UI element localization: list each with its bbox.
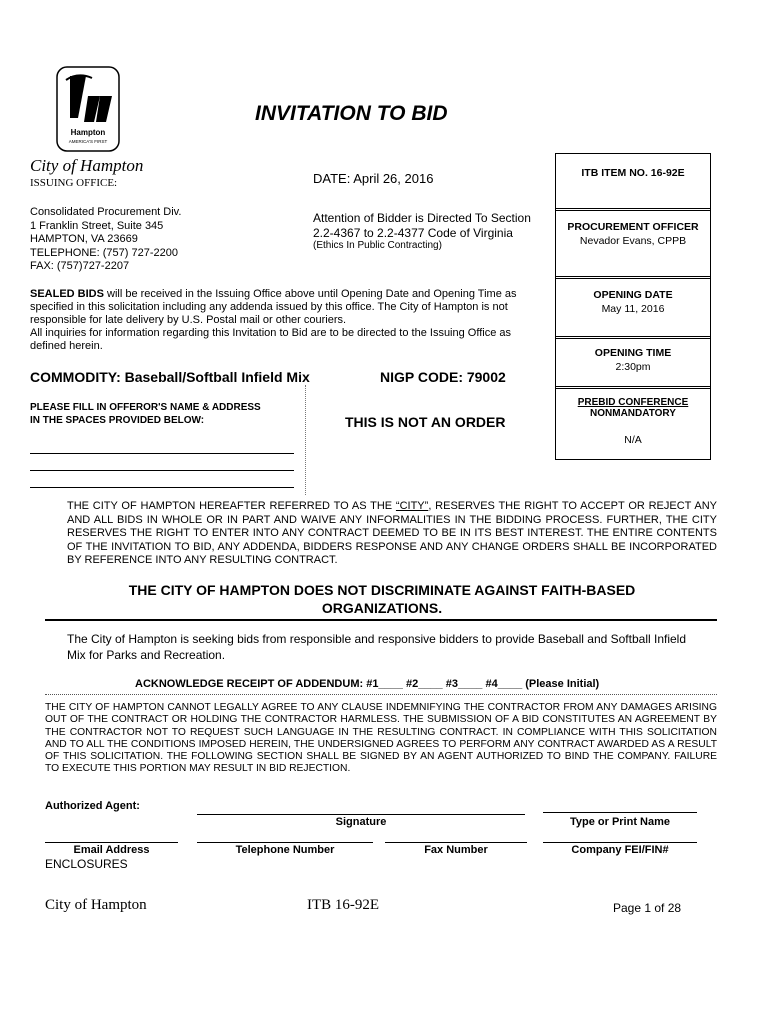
sealed-bids-paragraph <box>30 288 538 353</box>
signature-line[interactable] <box>197 814 525 815</box>
bid-info-box <box>555 153 711 460</box>
fax-label: Fax Number <box>424 844 488 856</box>
commodity: COMMODITY: Baseball/Softball Infield Mix <box>30 369 310 385</box>
ethics-note: (Ethics In Public Contracting) <box>313 240 442 251</box>
procurement-officer-label: PROCUREMENT OFFICER <box>567 221 699 233</box>
box-divider <box>556 276 710 279</box>
email-line[interactable] <box>45 842 178 843</box>
authorized-agent-label: Authorized Agent: <box>45 800 140 812</box>
opening-time-label: OPENING TIME <box>594 347 672 359</box>
box-divider <box>556 336 710 339</box>
issuing-office-label: ISSUING OFFICE: <box>30 177 118 189</box>
inquiries-text: All inquiries for information regarding this Invitation to Bid are to be directed to the Issuing Office as defined herein. <box>30 327 511 352</box>
instruction-line: IN THE SPACES PROVIDED BELOW: <box>30 414 205 426</box>
opening-date: May 11, 2016 <box>601 303 665 315</box>
logo-tagline: AMERICA'S FIRST <box>68 139 108 144</box>
reserve-text: , RESERVES THE RIGHT TO ACCEPT OR REJECT ANY AND ALL BIDS IN WHOLE OR IN PART AND WAIVE ANY INFORMALITIES IN THE BIDDING PROCESS. FURTHER, THE CITY RESERVES THE RIGHT TO ENTER INTO ANY CONTRACT DEEMED TO BE IN ITS BEST INTEREST. THE ENTIRE CONTENTS OF THE INVITATION TO BID, ANY ADDENDA, BIDDERS RESPONSE AND ANY CHANGE ORDERS SHALL BE INCORPORATED BY REFERENCE INTO ANY RESULTING CONTRACT. <box>67 500 718 566</box>
city-of-hampton-logo <box>56 66 120 152</box>
box-divider <box>556 208 710 211</box>
attention-notice <box>313 211 531 240</box>
footer-city: City of Hampton <box>45 897 147 913</box>
indemnification-paragraph: THE CITY OF HAMPTON CANNOT LEGALLY AGREE TO ANY CLAUSE INDEMNIFYING THE CONTRACTOR FROM ANY DAMAGES ARISING OUT OF THE CONTRACT OR HOLDING THE CONTRACTOR HARMLESS. THE SUBMISSION OF A BID CONSTITUTES AN AGREEMENT BY THE CONTRACTOR NOT TO REQUEST SUCH LANGUAGE IN THE RESULTING CONTRACT. IN COMPLIANCE WITH THIS SOLICITATION AND TO ALL THE CONDITIONS IMPOSED HEREIN, THE UNDERSIGNED AGREES TO PERFORM ANY CONTRACT AWARDED AS A RESULT OF THIS SOLICITATION. THE FOLLOWING SECTION SHALL BE SIGNED BY AN AGENT AUTHORIZED TO BIND THE COMPANY. FAILURE TO EXECUTE THIS PORTION MAY RESULT IN BID REJECTION. <box>45 702 717 775</box>
sealed-bids-text: will be received in the Issuing Office above until Opening Date and Opening Time as specified in this solicitation including any addenda issued by this office. The City of Hampton is not responsible for late delivery by U.S. Postal mail or other couriers. <box>30 288 517 326</box>
prebid-conference-value: NONMANDATORY <box>590 408 676 419</box>
not-an-order-notice: THIS IS NOT AN ORDER <box>345 414 506 430</box>
page-number: Page 1 of 28 <box>613 901 682 915</box>
company-fei-line[interactable] <box>543 842 697 843</box>
procurement-officer-name: Nevador Evans, CPPB <box>579 235 687 247</box>
enclosures-label: ENCLOSURES <box>45 857 128 871</box>
print-name-line[interactable] <box>543 812 697 813</box>
dotted-rule <box>45 694 717 695</box>
print-name-label: Type or Print Name <box>569 816 671 828</box>
address-line: FAX: (757)727-2207 <box>30 260 130 272</box>
fax-line[interactable] <box>385 842 527 843</box>
solicitation-summary: The City of Hampton is seeking bids from responsible and responsive bidders to provide Baseball and Softball Infield Mix for Parks and Recreation. <box>67 632 687 662</box>
box-divider <box>556 386 710 389</box>
instruction-line: PLEASE FILL IN OFFEROR'S NAME & ADDRESS <box>30 402 261 413</box>
issuer-city: City of Hampton <box>30 156 144 175</box>
address-line: HAMPTON, VA 23669 <box>30 233 138 245</box>
prebid-na: N/A <box>624 434 642 446</box>
telephone-label: Telephone Number <box>235 844 335 856</box>
attention-line: 2.2-4367 to 2.2-4377 Code of Virginia <box>313 225 513 240</box>
attention-line: Attention of Bidder is Directed To Section <box>313 211 531 225</box>
company-fei-label: Company FEI/FIN# <box>571 844 669 856</box>
nigp-code: NIGP CODE: 79002 <box>380 369 506 385</box>
signature-label: Signature <box>335 816 387 828</box>
offeror-fill-instruction <box>30 402 261 427</box>
itb-item-number: ITB ITEM NO. 16-92E <box>581 167 685 179</box>
address-line: TELEPHONE: (757) 727-2200 <box>30 246 178 259</box>
telephone-line[interactable] <box>197 842 373 843</box>
city-term: “CITY” <box>395 500 429 512</box>
prebid-conference-label: PREBID CONFERENCE <box>577 397 689 408</box>
heading-line: ORGANIZATIONS. <box>321 600 443 616</box>
offeror-name-line[interactable] <box>30 453 294 454</box>
footer-itb-number: ITB 16-92E <box>307 897 380 913</box>
reserve-text: THE CITY OF HAMPTON HEREAFTER REFERRED TO AS THE <box>67 500 396 512</box>
opening-date-label: OPENING DATE <box>593 289 673 301</box>
sealed-bids-lead: SEALED BIDS <box>30 288 104 300</box>
section-rule <box>45 619 717 621</box>
address-line: Consolidated Procurement Div. <box>30 206 182 218</box>
page-title: INVITATION TO BID <box>255 102 448 125</box>
opening-time: 2:30pm <box>615 361 651 373</box>
logo-wordmark: Hampton <box>70 128 106 137</box>
office-address <box>30 206 181 274</box>
reserve-rights-paragraph <box>67 500 717 568</box>
column-divider <box>305 385 306 495</box>
email-label: Email Address <box>73 844 150 856</box>
address-line: 1 Franklin Street, Suite 345 <box>30 219 164 232</box>
offeror-address-line[interactable] <box>30 487 294 488</box>
non-discrimination-heading <box>67 581 697 617</box>
issue-date: DATE: April 26, 2016 <box>313 171 434 186</box>
addendum-acknowledgement[interactable]: ACKNOWLEDGE RECEIPT OF ADDENDUM: #1____ #2____ #3____ #4____ (Please Initial) <box>135 678 600 690</box>
heading-line: THE CITY OF HAMPTON DOES NOT DISCRIMINATE AGAINST FAITH-BASED <box>128 582 636 598</box>
offeror-address-line[interactable] <box>30 470 294 471</box>
